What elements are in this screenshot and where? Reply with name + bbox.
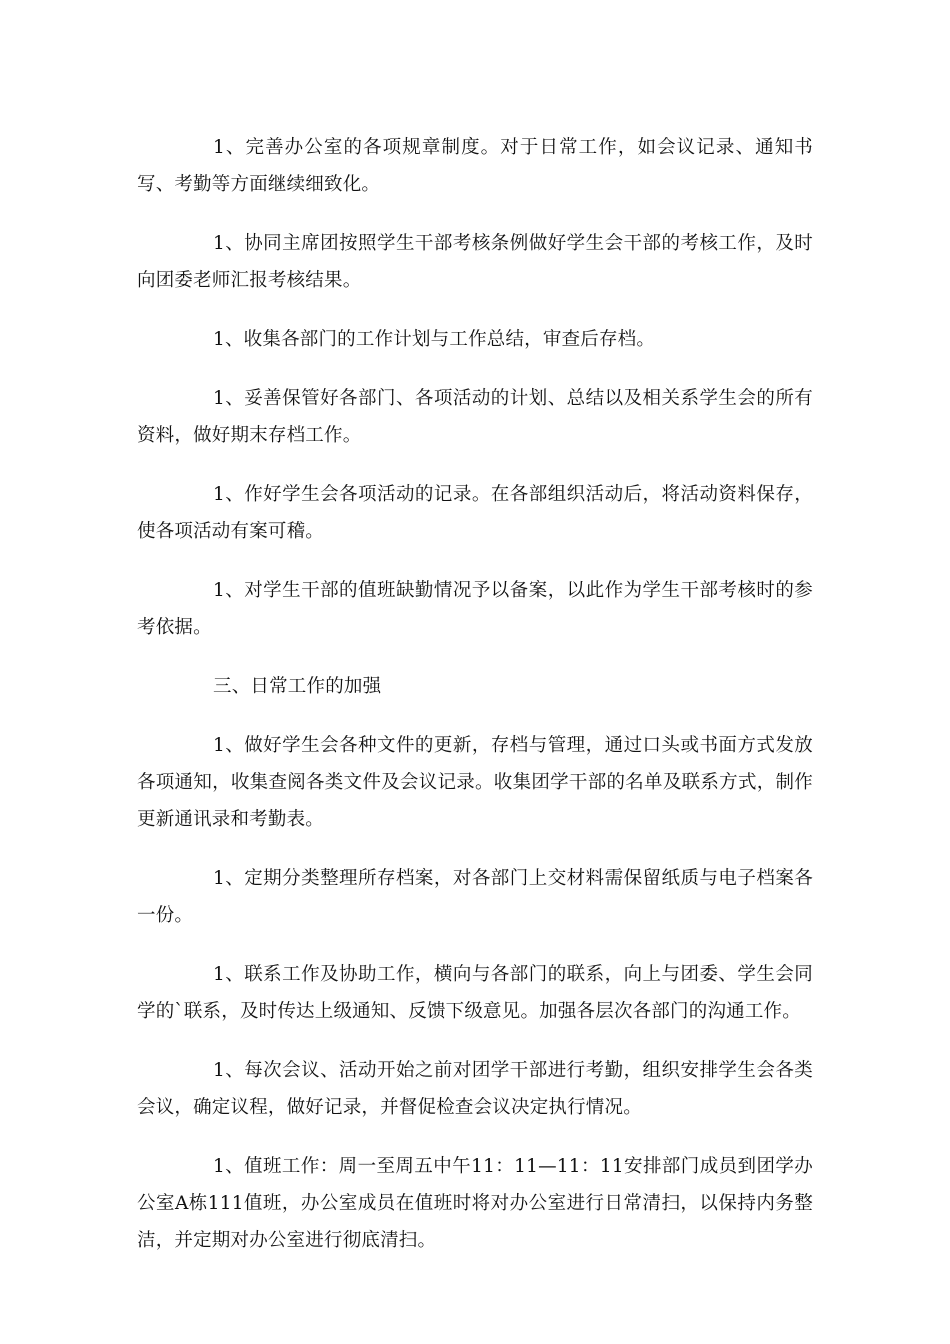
paragraph-keep-records: 1、妥善保管好各部门、各项活动的计划、总结以及相关系学生会的所有资料，做好期末存档工作。 bbox=[137, 388, 813, 446]
paragraph-duty-schedule: 1、值班工作：周一至周五中午11：11—11：11安排部门成员到团学办公室A栋111值班，办公室成员在值班时将对办公室进行日常清扫，以保持内务整洁，并定期对办公室进行彻底清扫。 bbox=[137, 1156, 813, 1251]
paragraph-cadre-assessment: 1、协同主席团按照学生干部考核条例做好学生会干部的考核工作，及时向团委老师汇报考核结果。 bbox=[137, 233, 813, 291]
paragraph-rules-system: 1、完善办公室的各项规章制度。对于日常工作，如会议记录、通知书写、考勤等方面继续细致化。 bbox=[137, 137, 813, 195]
document-body bbox=[137, 129, 813, 1281]
paragraph-liaison-work: 1、联系工作及协助工作，横向与各部门的联系，向上与团委、学生会同学的`联系，及时传达上级通知、反馈下级意见。加强各层次各部门的沟通工作。 bbox=[137, 964, 813, 1022]
paragraph-archive-sorting: 1、定期分类整理所存档案，对各部门上交材料需保留纸质与电子档案各一份。 bbox=[137, 868, 813, 926]
paragraph-duty-absence: 1、对学生干部的值班缺勤情况予以备案，以此作为学生干部考核时的参考依据。 bbox=[137, 580, 813, 638]
paragraph-file-updates: 1、做好学生会各种文件的更新，存档与管理，通过口头或书面方式发放各项通知，收集查阅各类文件及会议记录。收集团学干部的名单及联系方式，制作更新通讯录和考勤表。 bbox=[137, 735, 813, 830]
paragraph-collect-plans: 1、收集各部门的工作计划与工作总结，审查后存档。 bbox=[213, 329, 656, 350]
section-heading-daily-work: 三、日常工作的加强 bbox=[213, 676, 382, 697]
paragraph-meeting-attendance: 1、每次会议、活动开始之前对团学干部进行考勤，组织安排学生会各类会议，确定议程，做好记录，并督促检查会议决定执行情况。 bbox=[137, 1060, 813, 1118]
paragraph-activity-records: 1、作好学生会各项活动的记录。在各部组织活动后，将活动资料保存，使各项活动有案可稽。 bbox=[137, 484, 813, 542]
